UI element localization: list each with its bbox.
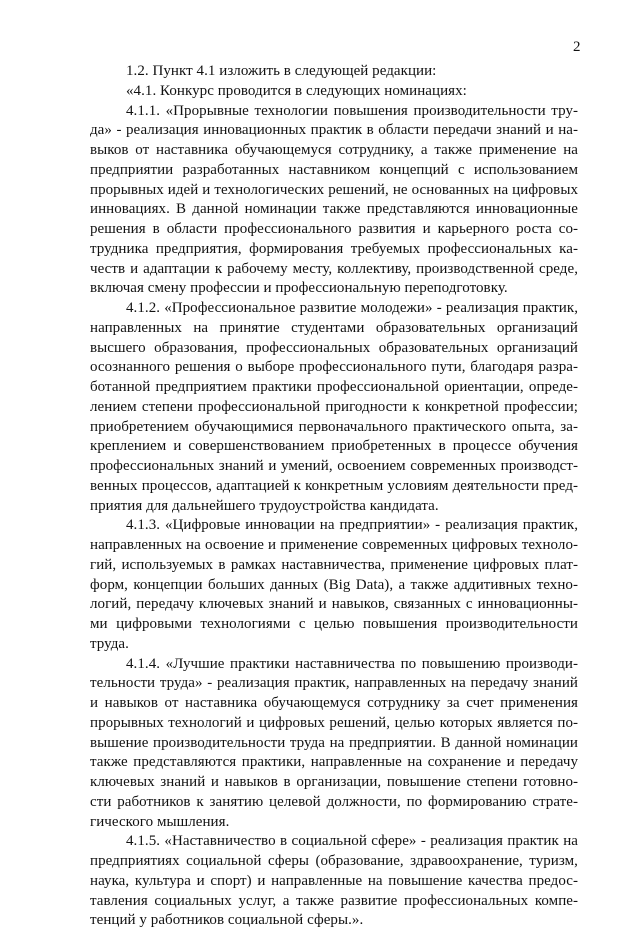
nominations-intro-paragraph: «4.1. Конкурс проводится в следующих номинациях: (126, 82, 467, 99)
page-number: 2 (573, 39, 581, 55)
nomination-4-1-4-paragraph: 4.1.4. «Лучшие практики наставничества по повышению производительности труда» - реализация практик, направленных на передачу знаний и навыков от наставника обучающемуся сотруднику за счет применения прорывных технологий и цифровых решений, целью которых является повышение производительности труда на предприятии. В данной номинации также представляются практики, направленные на сохранение и передачу ключевых знаний и навыков в организации, повышение степени готовности работников к занятию целевой должности, по формированию стратегического мышления. (90, 655, 578, 830)
nomination-4-1-5-paragraph: 4.1.5. «Наставничество в социальной сфере» - реализация практик на предприятиях социальной сферы (образование, здравоохранение, туризм, наука, культура и спорт) и направленные на повышение качества предоставления социальных услуг, а также развитие профессиональных компетенций у работников социальной сферы.». (90, 833, 578, 929)
nomination-4-1-2-paragraph: 4.1.2. «Профессиональное развитие молодежи» - реализация практик, направленных на принятие студентами образовательных организаций высшего образования, профессиональных образовательных организаций осознанного решения о выборе профессионального пути, благодаря разработанной предприятием практики профессиональной ориентации, определением степени профессиональной пригодности к конкретной профессии; приобретением обучающимися первоначального практического опыта, закреплением и совершенствованием приобретенных в процессе обучения профессиональных знаний и умений, освоением современных производственных процессов, адаптацией к конкретным условиям деятельности предприятия для дальнейшего трудоустройства кандидата. (90, 300, 578, 514)
nomination-4-1-3-paragraph: 4.1.3. «Цифровые инновации на предприятии» - реализация практик, направленных на освоение и применение современных цифровых технологий, используемых в рамках наставничества, применение цифровых платформ, концепции больших данных (Big Data), а также аддитивных технологий, передачу ключевых знаний и навыков, связанных с инновационными цифровыми технологиями с целью повышения производительности труда. (90, 517, 578, 652)
document-body (90, 62, 578, 931)
nomination-4-1-1-paragraph: 4.1.1. «Прорывные технологии повышения производительности труда» - реализация инновационных практик в области передачи знаний и навыков от наставника обучающемуся сотруднику, а также применение на предприятии разработанных наставником концепций с использованием прорывных идей и технологических решений, не основанных на цифровых инновациях. В данной номинации также представляются инновационные решения в области профессионального развития и карьерного роста сотрудника предприятия, формирования требуемых профессиональных качеств и адаптации к рабочему месту, коллективу, производственной среде, включая смену профессии и профессиональную переподготовку. (90, 102, 578, 297)
amendment-intro-paragraph: 1.2. Пункт 4.1 изложить в следующей редакции: (126, 63, 437, 79)
